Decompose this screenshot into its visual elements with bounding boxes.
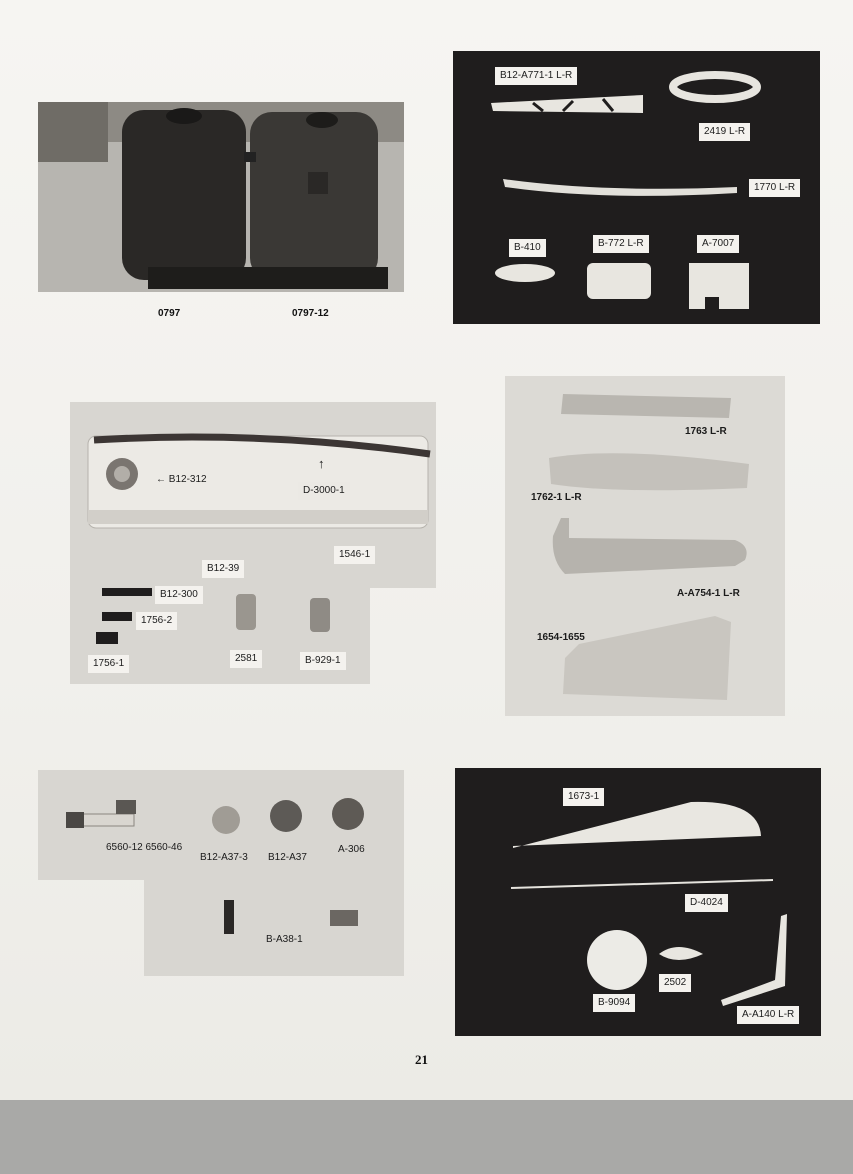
label-a-7007: A-7007 [697, 235, 739, 253]
label-1756-2: 1756-2 [136, 612, 177, 630]
photo-fittings [38, 770, 404, 880]
photo-fuel-tanks [38, 102, 404, 292]
scanner-background [0, 1100, 853, 1174]
label-b-9094: B-9094 [593, 994, 635, 1012]
label-6560: 6560-12 6560-46 [106, 842, 183, 853]
fuel-tanks-illustration [38, 102, 404, 292]
fittings-lower-illustration [144, 880, 404, 976]
label-b12-39: B12-39 [202, 560, 244, 578]
label-b-772: B-772 L-R [593, 235, 649, 253]
label-b-a38-1: B-A38-1 [266, 934, 303, 945]
label-2502: 2502 [659, 974, 691, 992]
label-2581: 2581 [230, 650, 262, 668]
page-number: 21 [415, 1052, 428, 1067]
label-b12-a37: B12-A37 [268, 852, 307, 863]
arrow-left-icon: ← [156, 474, 166, 485]
label-d-3000-1: D-3000-1 [298, 482, 350, 500]
arrow-up-icon: ↑ [318, 456, 325, 471]
label-1654-1655: 1654-1655 [537, 632, 585, 643]
label-b12-a771-1: B12-A771-1 L-R [495, 67, 577, 85]
fairings-illustration [505, 376, 785, 716]
label-b-929-1: B-929-1 [300, 652, 346, 670]
photo-fairings [505, 376, 785, 716]
label-1756-1: 1756-1 [88, 655, 129, 673]
caption-tank-b: 0797-12 [292, 308, 329, 319]
label-2419: 2419 L-R [699, 123, 750, 141]
fittings-illustration [38, 770, 404, 880]
label-1762-1: 1762-1 L-R [531, 492, 582, 503]
label-a-a140: A-A140 L-R [737, 1006, 799, 1024]
fuel-tank-assembly-illustration [70, 402, 436, 588]
photo-fittings-lower [144, 880, 404, 976]
photo-wing-parts [453, 51, 820, 324]
label-b12-a37-3: B12-A37-3 [200, 852, 248, 863]
caption-tank-a: 0797 [158, 308, 181, 319]
label-a-a754-1: A-A754-1 L-R [677, 588, 740, 599]
label-a-306: A-306 [338, 844, 365, 855]
photo-fin-parts [455, 768, 821, 1036]
label-b12-300: B12-300 [155, 586, 203, 604]
label-d-4024: D-4024 [685, 894, 728, 912]
label-1763: 1763 L-R [685, 426, 727, 437]
label-b12-312: ← B12-312 [156, 474, 207, 485]
photo-fuel-tank-assembly [70, 402, 436, 588]
label-1546-1: 1546-1 [334, 546, 375, 564]
label-1673-1: 1673-1 [563, 788, 604, 806]
label-b-410: B-410 [509, 239, 546, 257]
label-1770: 1770 L-R [749, 179, 800, 197]
fin-parts-illustration [455, 768, 821, 1036]
